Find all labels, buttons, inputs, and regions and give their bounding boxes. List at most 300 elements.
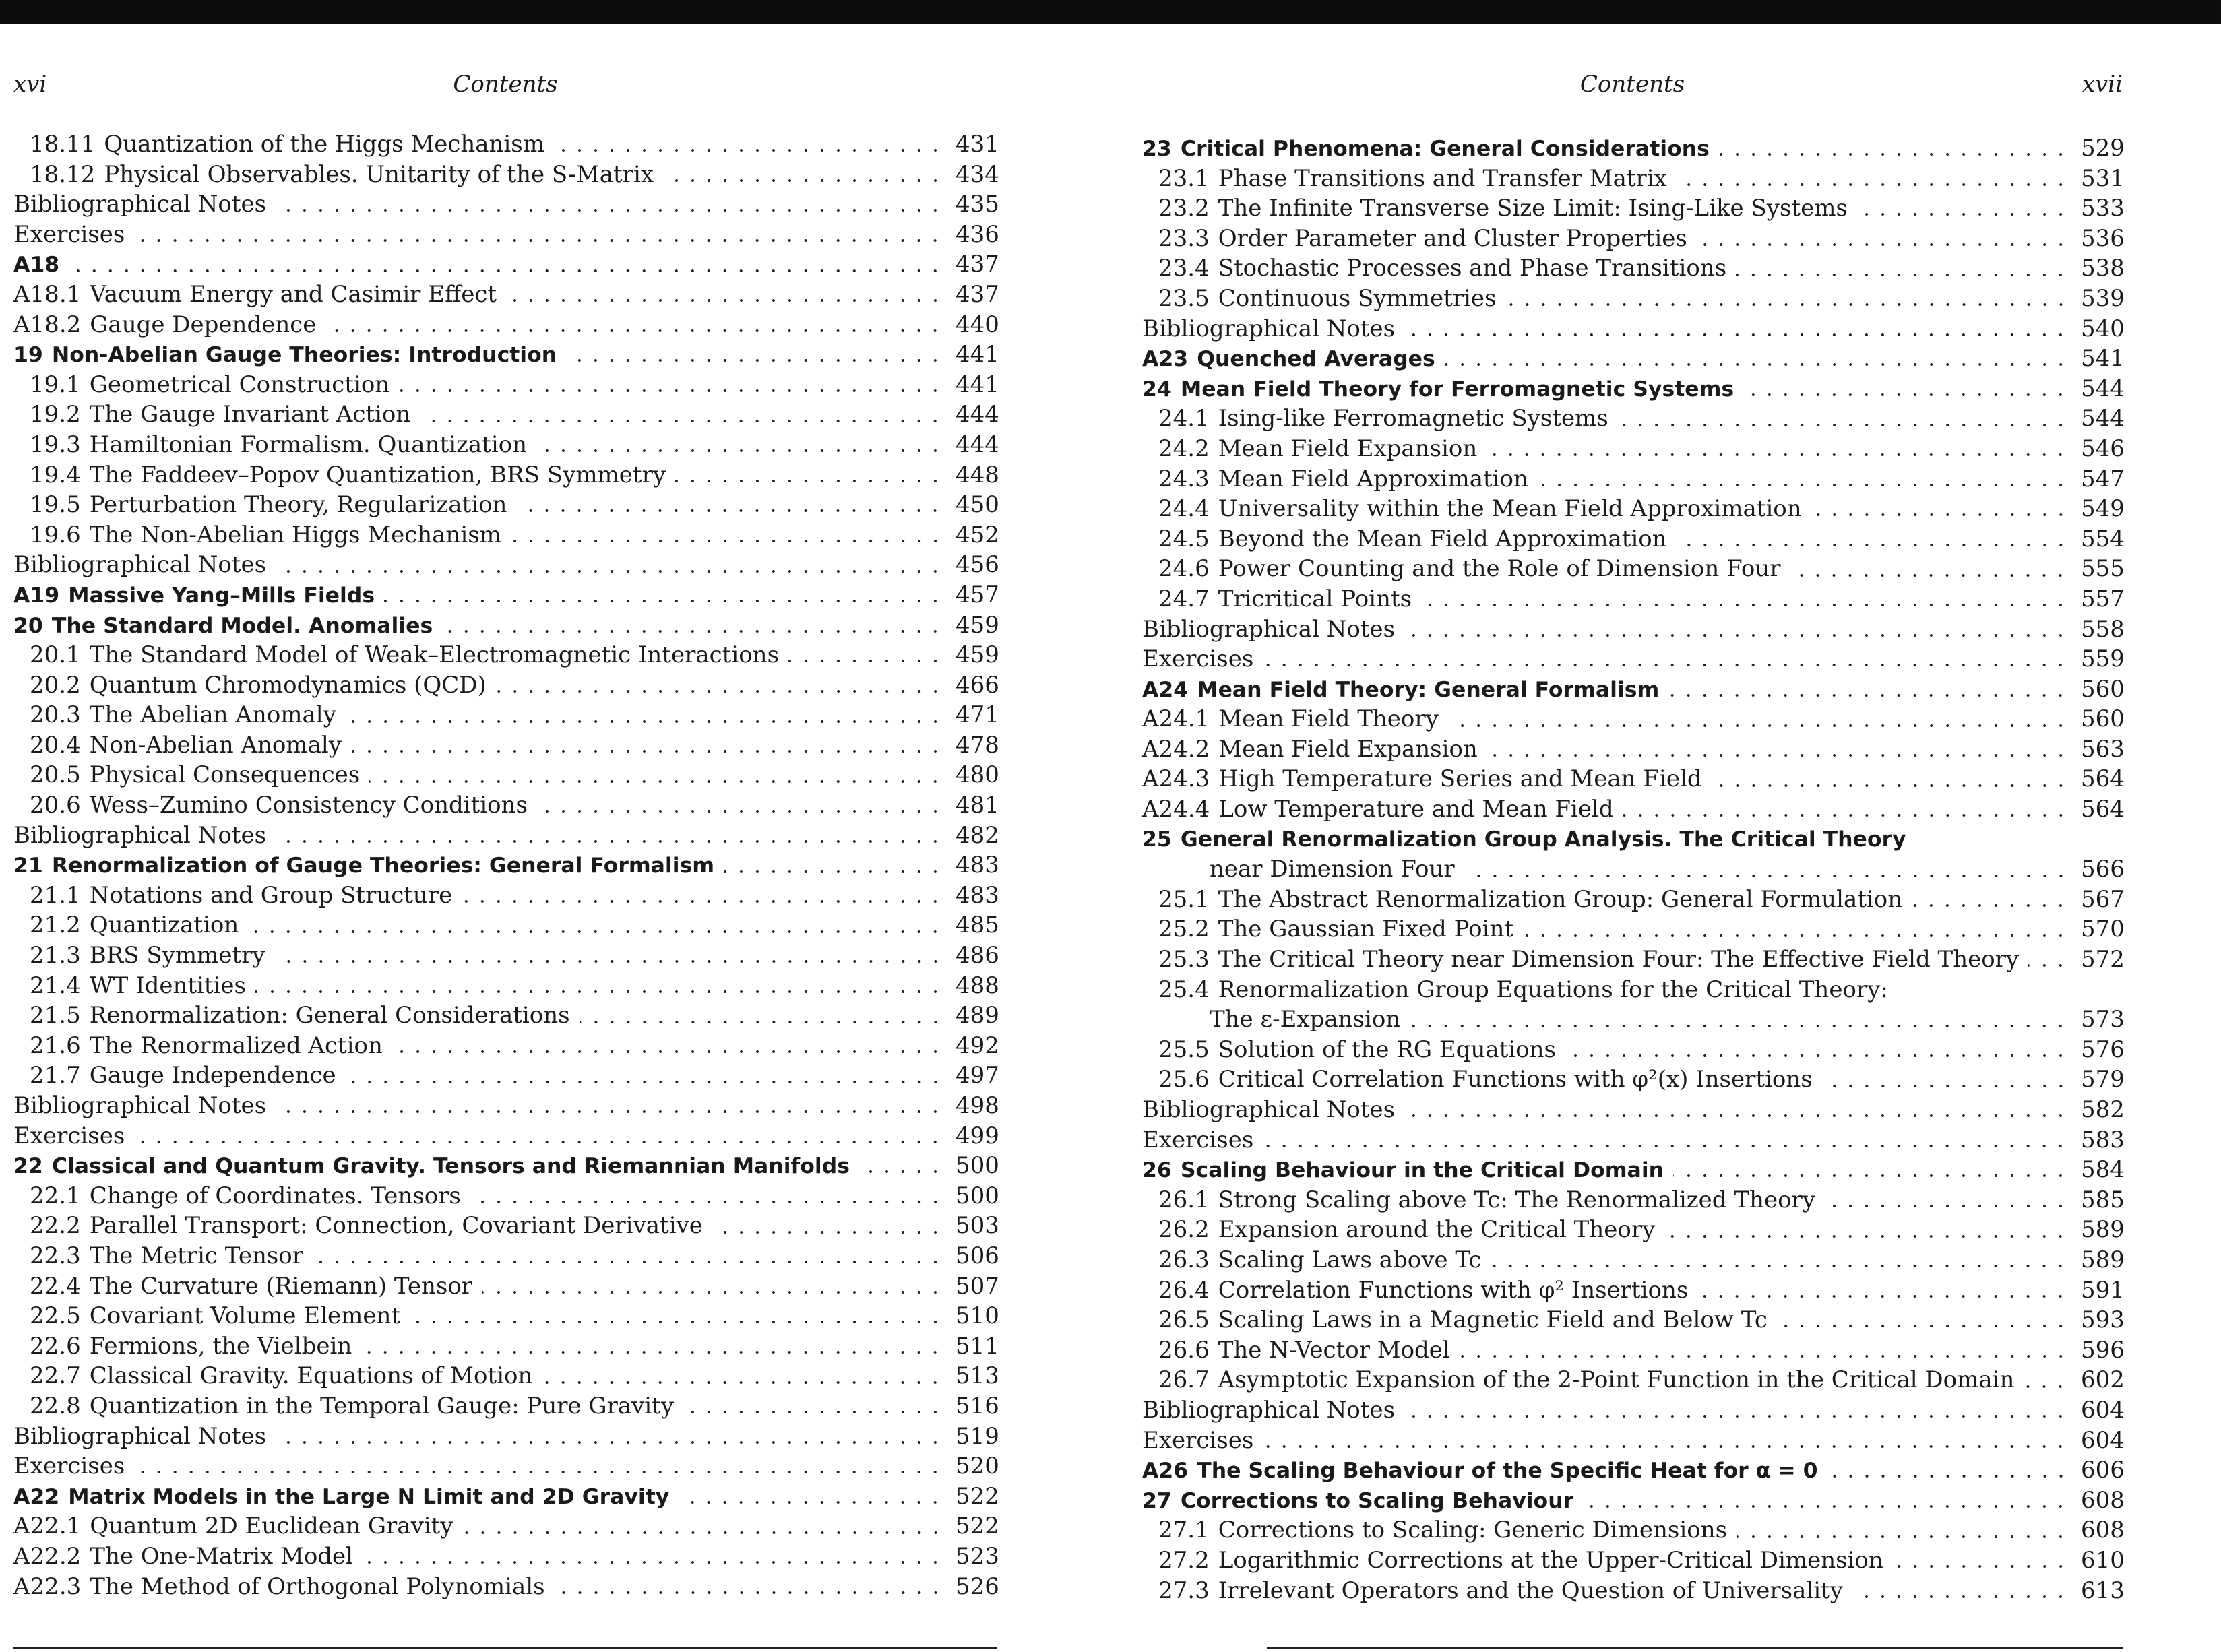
toc-entry	[1142, 614, 2123, 645]
dot-leader	[537, 809, 943, 813]
entry-page-number: 523	[956, 1542, 999, 1570]
entry-title: The Standard Model of Weak–Electromagnetic Interactions	[89, 641, 780, 669]
entry-page-number: 604	[2081, 1396, 2125, 1424]
entry-page-number: 486	[956, 942, 999, 970]
page-number: xvi	[13, 71, 47, 98]
entry-title: Gauge Independence	[89, 1062, 336, 1089]
entry-title: Mean Field Theory for Ferromagnetic Systems	[1180, 377, 1734, 402]
entry-title: The Metric Tensor	[89, 1242, 304, 1269]
entry-number: A24.4	[1142, 796, 1210, 823]
entry-title: Non-Abelian Anomaly	[89, 731, 342, 759]
dot-leader	[1491, 1264, 2069, 1268]
entry-title: The Non-Abelian Higgs Mechanism	[89, 521, 501, 548]
entry-number: 19.6	[30, 521, 81, 548]
dot-leader	[1677, 183, 2069, 187]
entry-title: Perturbation Theory, Regularization	[89, 491, 507, 519]
entry-page-number: 516	[956, 1392, 999, 1420]
entry-page-number: 466	[956, 671, 999, 699]
entry-title: The One-Matrix Model	[90, 1542, 354, 1570]
entry-page-number: 606	[2081, 1457, 2125, 1484]
toc-entry	[1142, 1426, 2123, 1456]
toc-entry	[13, 730, 997, 761]
left-page	[13, 0, 997, 1652]
toc-entry	[13, 1211, 997, 1241]
entry-title: The Curvature (Riemann) Tensor	[89, 1272, 473, 1300]
entry-title: Quantization of the Higgs Mechanism	[104, 131, 544, 158]
entry-title: Exercises	[13, 1453, 125, 1480]
entry-page-number: 566	[2081, 856, 2125, 883]
entry-number: A18.1	[13, 280, 82, 308]
entry-page-number: 589	[2081, 1216, 2125, 1244]
entry-page-number: 478	[956, 731, 999, 759]
entry-page-number: 610	[2081, 1546, 2125, 1574]
entry-title: Mean Field Expansion	[1218, 435, 1478, 462]
entry-number: A23	[1142, 347, 1189, 372]
entry-page-number: 554	[2081, 525, 2125, 552]
toc-entry	[13, 1331, 997, 1362]
entry-page-number: 560	[2081, 705, 2125, 733]
entry-title: Classical and Quantum Gravity. Tensors and Riemannian Manifolds	[51, 1154, 850, 1179]
entry-title: Corrections to Scaling Behaviour	[1180, 1488, 1574, 1513]
entry-number: 26.5	[1158, 1306, 1210, 1334]
dot-leader	[134, 239, 943, 243]
toc-entry	[1142, 644, 2123, 674]
entry-title: The Method of Orthogonal Polynomials	[90, 1572, 545, 1600]
entry-title: Irrelevant Operators and the Question of Universality	[1218, 1577, 1844, 1604]
toc-entry	[13, 550, 997, 580]
dot-leader	[555, 1591, 943, 1595]
dot-leader	[2028, 963, 2069, 967]
entry-title: The Abstract Renormalization Group: General Formulation	[1218, 885, 1903, 913]
entry-number: 20.2	[30, 671, 81, 699]
entry-title: Covariant Volume Element	[89, 1302, 401, 1330]
entry-number: A24.1	[1142, 705, 1210, 733]
entry-number: A22.3	[13, 1572, 82, 1600]
entry-page-number: 483	[956, 881, 999, 909]
dot-leader	[134, 1140, 943, 1144]
dot-leader	[346, 1080, 943, 1084]
entry-number: 26.2	[1158, 1216, 1210, 1244]
toc-entry	[13, 881, 997, 911]
entry-number: A19	[13, 583, 60, 608]
entry-title: The Critical Theory near Dimension Four: The Effective Field Theory	[1218, 946, 2020, 974]
toc-entry	[1142, 1576, 2123, 1606]
toc-entry	[13, 1451, 997, 1482]
entry-page-number: 450	[956, 491, 999, 519]
toc-entry	[13, 1031, 997, 1061]
dot-leader	[369, 780, 943, 784]
entry-title: Universality within the Mean Field Approximation	[1218, 495, 1802, 523]
entry-title: High Temperature Series and Mean Field	[1218, 765, 1702, 793]
entry-title: Exercises	[1142, 1126, 1254, 1153]
entry-page-number: 522	[956, 1482, 999, 1510]
entry-page-number: 500	[956, 1182, 999, 1209]
dot-leader	[506, 298, 943, 303]
entry-page-number: 557	[2081, 585, 2125, 612]
entry-number: A22.2	[13, 1542, 82, 1570]
dot-leader	[1404, 633, 2069, 637]
entry-number: 24.6	[1158, 555, 1210, 583]
entry-title: Exercises	[13, 1122, 125, 1149]
toc-entry	[1142, 1215, 2123, 1245]
toc-entry	[1142, 164, 2123, 194]
entry-page-number: 481	[956, 792, 999, 819]
entry-title: The Faddeev–Popov Quantization, BRS Symmetry	[89, 461, 666, 488]
entry-page-number: 583	[2081, 1126, 2125, 1153]
entry-page-number: 549	[2081, 495, 2125, 523]
toc-entry	[13, 1482, 997, 1512]
entry-page-number: 498	[956, 1092, 999, 1119]
entry-number: 19.4	[30, 461, 81, 488]
entry-page-number: 444	[956, 401, 999, 428]
dot-leader	[516, 509, 943, 513]
entry-page-number: 488	[956, 972, 999, 999]
dot-leader	[1538, 483, 2069, 487]
entry-page-number: 541	[2081, 345, 2125, 373]
entry-title: Expansion around the Critical Theory	[1218, 1216, 1656, 1244]
dot-leader	[351, 749, 943, 753]
entry-title: Scaling Behaviour in the Critical Domain	[1180, 1158, 1664, 1183]
entry-page-number: 456	[956, 551, 999, 579]
dot-leader	[1487, 753, 2069, 757]
entry-number: 24.4	[1158, 495, 1210, 523]
dot-leader	[1404, 333, 2069, 337]
entry-number: 20.4	[30, 731, 81, 759]
dot-leader	[1893, 1564, 2069, 1568]
entry-title: Change of Coordinates. Tensors	[89, 1182, 461, 1209]
entry-page-number: 544	[2081, 375, 2125, 402]
entry-page-number: 448	[956, 461, 999, 488]
toc-entry	[13, 1000, 997, 1031]
toc-entry	[13, 971, 997, 1001]
toc-entry	[13, 220, 997, 250]
entry-number: 25.3	[1158, 946, 1210, 974]
toc-entry	[1142, 253, 2123, 284]
entry-number: A22.1	[13, 1513, 82, 1540]
entry-title: Bibliographical Notes	[13, 821, 267, 849]
entry-title: WT Identities	[89, 972, 246, 999]
toc-entry	[1142, 914, 2123, 945]
right-page	[1142, 0, 2123, 1652]
toc-entry	[13, 700, 997, 730]
entry-page-number: 589	[2081, 1246, 2125, 1273]
entry-number: 24.5	[1158, 525, 1210, 552]
entry-page-number: 489	[956, 1002, 999, 1029]
dot-leader	[363, 1560, 943, 1564]
dot-leader	[482, 1290, 943, 1294]
entry-title: Physical Observables. Unitarity of the S-Matrix	[104, 160, 654, 188]
toc-entry	[13, 370, 997, 400]
entry-number: 19.3	[30, 431, 81, 458]
entry-page-number: 576	[2081, 1036, 2125, 1063]
dot-leader	[536, 449, 943, 453]
entry-title: Wess–Zumino Consistency Conditions	[89, 792, 528, 819]
entry-number: 21.6	[30, 1031, 81, 1059]
entry-page-number: 500	[956, 1152, 999, 1180]
entry-title: near Dimension Four	[1210, 856, 1455, 883]
entry-title: Parallel Transport: Connection, Covariant Derivative	[89, 1212, 703, 1240]
toc-entry	[13, 310, 997, 340]
dot-leader	[554, 148, 943, 152]
entry-number: 24.7	[1158, 585, 1210, 612]
toc-entry	[13, 1091, 997, 1121]
toc-entry	[13, 821, 997, 851]
entry-number: 25.6	[1158, 1066, 1210, 1093]
dot-leader	[496, 689, 943, 693]
toc-entry	[1142, 825, 2123, 855]
dot-leader	[392, 1050, 943, 1054]
dot-leader	[712, 1230, 943, 1234]
dot-leader	[566, 358, 943, 362]
toc-entry	[13, 189, 997, 220]
dot-leader	[276, 569, 943, 573]
entry-page-number: 459	[956, 641, 999, 669]
entry-title: The Standard Model. Anomalies	[51, 613, 433, 638]
entry-title: Continuous Symmetries	[1218, 284, 1497, 312]
dot-leader	[1743, 393, 2069, 397]
entry-page-number: 547	[2081, 465, 2125, 493]
dot-leader	[788, 659, 943, 663]
entry-number: 23.3	[1158, 224, 1210, 252]
entry-page-number: 511	[956, 1332, 999, 1360]
toc-entry	[1142, 975, 2123, 1005]
toc-entry	[1142, 314, 2123, 344]
dot-leader	[325, 329, 943, 333]
dot-leader	[1410, 1024, 2069, 1028]
dot-leader	[134, 1470, 943, 1474]
entry-title: Critical Correlation Functions with φ²(x) Insertions	[1218, 1066, 1813, 1093]
dot-leader	[276, 1440, 943, 1444]
entry-title: Critical Phenomena: General Considerations	[1180, 137, 1710, 161]
entry-title: Ising-like Ferromagnetic Systems	[1218, 405, 1608, 433]
dot-leader	[276, 839, 943, 844]
dot-leader	[1506, 303, 2069, 307]
toc-entry	[13, 1422, 997, 1452]
entry-title: Bibliographical Notes	[1142, 315, 1396, 342]
entry-number: 22.8	[30, 1392, 81, 1420]
entry-page-number: 441	[956, 341, 999, 369]
dot-leader	[580, 1020, 943, 1024]
entry-title: The N-Vector Model	[1218, 1336, 1450, 1364]
entry-page-number: 519	[956, 1422, 999, 1450]
entry-page-number: 604	[2081, 1426, 2125, 1454]
dot-leader	[1263, 1144, 2069, 1148]
entry-title: Asymptotic Expansion of the 2-Point Function in the Critical Domain	[1218, 1366, 2015, 1394]
toc-entry	[1142, 674, 2123, 705]
entry-page-number: 436	[956, 220, 999, 248]
entry-page-number: 558	[2081, 615, 2125, 643]
entry-number: 27	[1142, 1488, 1172, 1513]
entry-number: 22.6	[30, 1332, 81, 1360]
toc-entry	[1142, 1305, 2123, 1335]
entry-page-number: 596	[2081, 1336, 2125, 1364]
entry-number: 26.3	[1158, 1246, 1210, 1273]
entry-page-number: 533	[2081, 195, 2125, 222]
dot-leader	[1737, 1535, 2069, 1539]
dot-leader	[1777, 1324, 2069, 1328]
entry-page-number: 593	[2081, 1306, 2125, 1334]
dot-leader	[683, 1410, 943, 1414]
entry-number: 23.5	[1158, 284, 1210, 312]
dot-leader	[1460, 1354, 2069, 1358]
dot-leader	[1825, 1204, 2069, 1208]
entry-page-number: 531	[2081, 164, 2125, 192]
entry-title: General Renormalization Group Analysis. The Critical Theory	[1180, 827, 1906, 852]
toc-entry	[13, 1542, 997, 1572]
entry-number: 22.2	[30, 1212, 81, 1240]
entry-number: 24	[1142, 377, 1172, 402]
dot-leader	[1827, 1474, 2069, 1478]
entry-number: 20	[13, 613, 43, 638]
entry-page-number: 538	[2081, 255, 2125, 282]
entry-page-number: 485	[956, 912, 999, 939]
entry-page-number: 567	[2081, 885, 2125, 913]
toc-entry	[13, 430, 997, 460]
dot-leader	[1719, 152, 2069, 156]
entry-title: Non-Abelian Gauge Theories: Introduction	[51, 343, 557, 368]
entry-page-number: 503	[956, 1212, 999, 1240]
entry-title: The Gaussian Fixed Point	[1218, 916, 1514, 943]
entry-title: Scaling Laws above Tc	[1218, 1246, 1482, 1273]
entry-title: Bibliographical Notes	[13, 191, 267, 218]
entry-title: Renormalization of Gauge Theories: General Formalism	[51, 854, 715, 879]
entry-number: 23.1	[1158, 164, 1210, 192]
toc-entry	[1142, 404, 2123, 434]
entry-page-number: 492	[956, 1031, 999, 1059]
entry-title: Exercises	[13, 220, 125, 248]
entry-number: 20.1	[30, 641, 81, 669]
dot-leader	[420, 419, 943, 423]
entry-title: Bibliographical Notes	[1142, 1396, 1396, 1424]
toc-entry	[1142, 1155, 2123, 1185]
entry-number: A18.2	[13, 311, 82, 338]
toc-entry	[13, 160, 997, 190]
entry-page-number: 431	[956, 131, 999, 158]
entry-number: 22	[13, 1154, 43, 1179]
toc-entry	[13, 280, 997, 310]
entry-page-number: 540	[2081, 315, 2125, 342]
entry-number: 26	[1142, 1158, 1172, 1183]
entry-page-number: 536	[2081, 224, 2125, 252]
toc-entry	[1142, 464, 2123, 495]
entry-title: Quenched Averages	[1197, 347, 1435, 372]
entry-number: 24.1	[1158, 405, 1210, 433]
entry-page-number: 459	[956, 611, 999, 639]
entry-number: 27.1	[1158, 1517, 1210, 1544]
running-head: Contents	[453, 71, 558, 98]
entry-number: 23.2	[1158, 195, 1210, 222]
dot-leader	[1623, 813, 2069, 817]
entry-number: 22.7	[30, 1362, 81, 1390]
entry-page-number: 584	[2081, 1156, 2125, 1184]
dot-leader	[1857, 212, 2069, 216]
entry-page-number: 444	[956, 431, 999, 458]
dot-leader	[1404, 1114, 2069, 1118]
dot-leader	[470, 1200, 943, 1204]
dot-leader	[1677, 543, 2069, 547]
entry-title: Stochastic Processes and Phase Transitions	[1218, 255, 1727, 282]
entry-title: Quantum 2D Euclidean Gravity	[90, 1513, 453, 1540]
dot-leader	[399, 389, 943, 393]
entry-page-number: 510	[956, 1302, 999, 1330]
entry-number: 21.4	[30, 972, 81, 999]
entry-number: 22.4	[30, 1272, 81, 1300]
entry-number: 22.5	[30, 1302, 81, 1330]
dot-leader	[442, 629, 943, 633]
toc-entry	[13, 580, 997, 610]
dot-leader	[1712, 784, 2069, 788]
dot-leader	[462, 899, 943, 903]
entry-number: 21.1	[30, 881, 81, 909]
dot-leader	[511, 539, 943, 543]
toc-entry	[1142, 734, 2123, 765]
toc-entry	[13, 520, 997, 550]
dot-leader	[1912, 903, 2069, 908]
entry-number: A24	[1142, 677, 1189, 702]
entry-page-number: 555	[2081, 555, 2125, 583]
toc-entry	[13, 490, 997, 520]
entry-page-number: 560	[2081, 675, 2125, 703]
entry-number: 19.1	[30, 371, 81, 398]
entry-page-number: 602	[2081, 1366, 2125, 1394]
toc-entry	[13, 1301, 997, 1331]
dot-leader	[1668, 693, 2069, 697]
entry-number: 19	[13, 343, 43, 368]
dot-leader	[859, 1170, 943, 1174]
toc-entry	[1142, 794, 2123, 825]
entry-number: 25	[1142, 827, 1172, 852]
entry-number: 23	[1142, 137, 1172, 161]
entry-number: 25.4	[1158, 976, 1210, 1003]
toc-entry	[1142, 1065, 2123, 1095]
entry-title: Physical Consequences	[89, 761, 361, 789]
entry-page-number: 572	[2081, 946, 2125, 974]
toc-entry	[13, 1361, 997, 1391]
toc-entry	[13, 640, 997, 670]
dot-leader	[77, 269, 943, 273]
entry-title: Notations and Group Structure	[89, 881, 453, 909]
bottom-rule	[13, 1647, 997, 1649]
dot-leader	[663, 179, 943, 183]
toc-entry	[13, 460, 997, 490]
toc-entry	[13, 1241, 997, 1271]
entry-number: 25.5	[1158, 1036, 1210, 1063]
entry-page-number: 544	[2081, 405, 2125, 433]
dot-leader	[1673, 1174, 2069, 1178]
dot-leader	[1697, 1294, 2069, 1298]
entry-title: Mean Field Theory: General Formalism	[1197, 677, 1660, 702]
dot-leader	[1487, 453, 2069, 457]
entry-title: Bibliographical Notes	[13, 1422, 267, 1450]
entry-title: Massive Yang–Mills Fields	[68, 583, 375, 608]
entry-title: Hamiltonian Formalism. Quantization	[89, 431, 528, 458]
dot-leader	[1618, 423, 2069, 427]
page-number: xvii	[2082, 71, 2123, 98]
dot-leader	[1445, 362, 2069, 367]
entry-title: BRS Symmetry	[89, 942, 265, 970]
entry-page-number: 513	[956, 1362, 999, 1390]
entry-page-number: 506	[956, 1242, 999, 1269]
toc-entry	[13, 1060, 997, 1091]
entry-title: Bibliographical Notes	[1142, 1096, 1396, 1123]
dot-leader	[1404, 1414, 2069, 1418]
entry-title: Beyond the Mean Field Approximation	[1218, 525, 1667, 552]
dot-leader	[1263, 1444, 2069, 1449]
dot-leader	[2024, 1385, 2069, 1389]
entry-number: A22	[13, 1484, 60, 1509]
entry-title: Quantization in the Temporal Gauge: Pure Gravity	[89, 1392, 675, 1420]
toc-entry	[13, 400, 997, 430]
